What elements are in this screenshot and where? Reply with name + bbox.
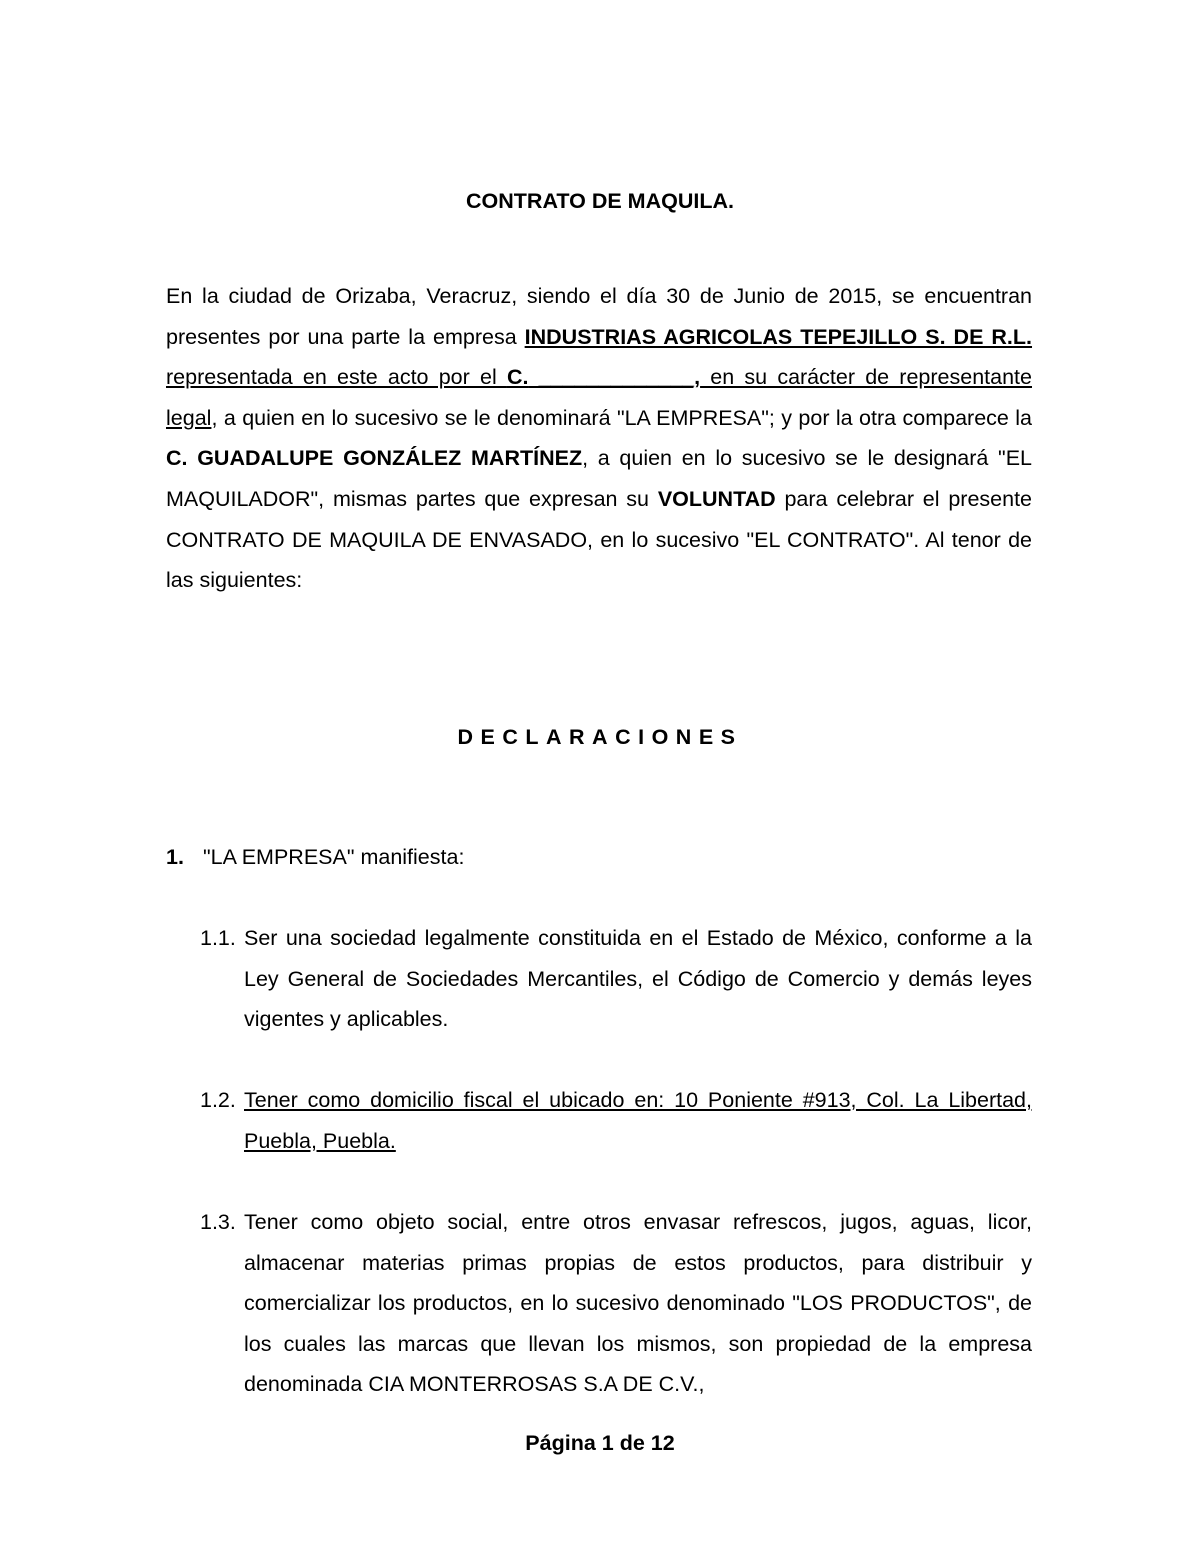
legal-representative-text: en su carácter de representante legal — [166, 365, 1032, 430]
item-number: 1.3. — [200, 1210, 236, 1234]
company-name: INDUSTRIAS AGRICOLAS TEPEJILLO S. DE R.L. — [524, 324, 1033, 349]
item-text: Tener como objeto social, entre otros envasar refrescos, jugos, aguas, licor, almacenar materias primas propias de estos productos, para distribuir y comercializar los productos, en lo sucesivo denominado "LOS PRODUCTOS", de los cuales las marcas que llevan los mismos, son propiedad de la empresa denominada CIA MONTERROSAS S.A DE C.V., — [244, 1210, 1032, 1397]
voluntad-word: VOLUNTAD — [657, 486, 776, 511]
representative-blank: _____________, — [528, 365, 701, 390]
item-number: 1.2. — [200, 1088, 236, 1112]
maquilador-name: C. GUADALUPE GONZÁLEZ MARTÍNEZ — [166, 446, 583, 471]
page-footer: Página 1 de 12 — [525, 1431, 675, 1455]
declaration-item-1-1 — [200, 918, 1032, 1040]
intro-text-1: En la ciudad de Orizaba, Veracruz, siendo el día 30 de Junio de 2015, se encuentran presentes por una parte la empresa — [166, 284, 1032, 349]
representative-prefix: C. — [506, 365, 529, 390]
intro-text-5: , a quien en lo sucesivo se le designará "EL MAQUILADOR", mismas partes que expresan su — [166, 446, 1032, 511]
intro-text-6: para celebrar el presente CONTRATO DE MAQUILA DE ENVASADO, en lo sucesivo "EL CONTRATO". Al tenor de las siguientes: — [166, 486, 1033, 593]
item-text: Tener como domicilio fiscal el ubicado en: 10 Poniente #913, Col. La Libertad, Puebla, Puebla. — [244, 1088, 1032, 1153]
section-1-heading — [166, 842, 464, 872]
document-title: CONTRATO DE MAQUILA. — [466, 189, 734, 213]
item-text: Ser una sociedad legalmente constituida en el Estado de México, conforme a la Ley General de Sociedades Mercantiles, el Código de Comercio y demás leyes vigentes y aplicables. — [244, 926, 1032, 1032]
section-1-number: 1. — [166, 845, 184, 869]
declaration-item-1-2 — [200, 1080, 1032, 1161]
intro-text-2: representada en este acto por el — [166, 365, 507, 390]
intro-paragraph — [166, 276, 1032, 601]
declaration-item-1-3 — [200, 1202, 1032, 1405]
section-1-label: "LA EMPRESA" manifiesta: — [203, 845, 465, 869]
intro-text-4: , a quien en lo sucesivo se le denominará "LA EMPRESA"; y por la otra comparece la — [211, 405, 1032, 430]
declarations-heading: DECLARACIONES — [457, 725, 743, 749]
item-number: 1.1. — [200, 926, 236, 950]
